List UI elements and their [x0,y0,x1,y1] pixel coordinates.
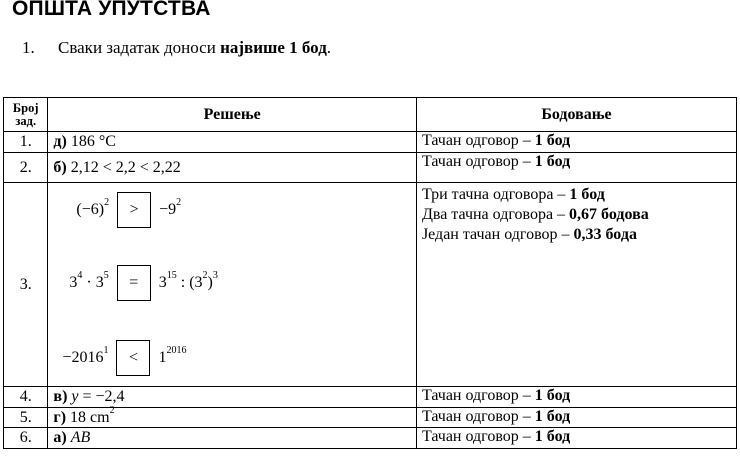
solution-cell [48,183,417,387]
solution-cell: г) 18 $cm^2$ [48,408,417,428]
task-number: 2. [4,153,48,183]
header-solution: Решење [48,98,417,132]
task-number: 3. [4,183,48,387]
comparison-2: $3^4 \cdot 3^5$ = $3^{15}$ : $(3^2)^3$ [69,265,217,301]
task-number: 4. [4,387,48,408]
task-number: 5. [4,408,48,428]
instruction-number: 1. [22,38,35,57]
instruction-bold: највише 1 бод [220,38,327,57]
score-cell: Тачан одговор – 1 бод [416,387,736,408]
header-task-number: Број зад. [4,98,48,132]
comparison-1: $(-6)^2$ > $-9^2$ [76,192,181,228]
table-row [4,428,737,449]
comparison-sign-box: < [116,340,150,376]
score-line: Два тачна одговора – 0,67 бодова [421,206,649,223]
solution-cell: д) 186 °C [48,132,417,153]
solution-cell: в) y = −2,4 [48,387,417,408]
solution-cell: а) AB [48,428,417,449]
solution-cell: б) 2,12 < 2,2 < 2,22 [48,153,417,183]
score-cell: Тачан одговор – 1 бод [416,408,736,428]
table-row [4,183,737,387]
page-title: ОПШТА УПУТСТВА [12,0,211,20]
table-row [4,132,737,153]
score-cell [416,183,736,387]
score-cell: Тачан одговор – 1 бод [416,428,736,449]
score-cell: Тачан одговор – 1 бод [416,153,736,183]
grading-table [3,97,737,449]
table-row [4,408,737,428]
score-line: Три тачна одговора – 1 бод [421,186,605,203]
instruction-text: Сваки задатак доноси [58,38,221,57]
table-row [4,153,737,183]
comparison-sign-box: > [117,192,151,228]
task-number: 6. [4,428,48,449]
comparison-sign-box: = [117,265,151,301]
instruction-item [22,38,331,58]
table-header-row [4,98,737,132]
task-number: 1. [4,132,48,153]
score-line: Један тачан одговор – 0,33 бода [421,226,637,243]
comparison-3: $-2016^1$ < $1^{2016}$ [62,340,186,376]
instruction-end: . [326,38,332,57]
header-scoring: Бодовање [416,98,736,132]
score-cell: Тачан одговор – 1 бод [416,132,736,153]
